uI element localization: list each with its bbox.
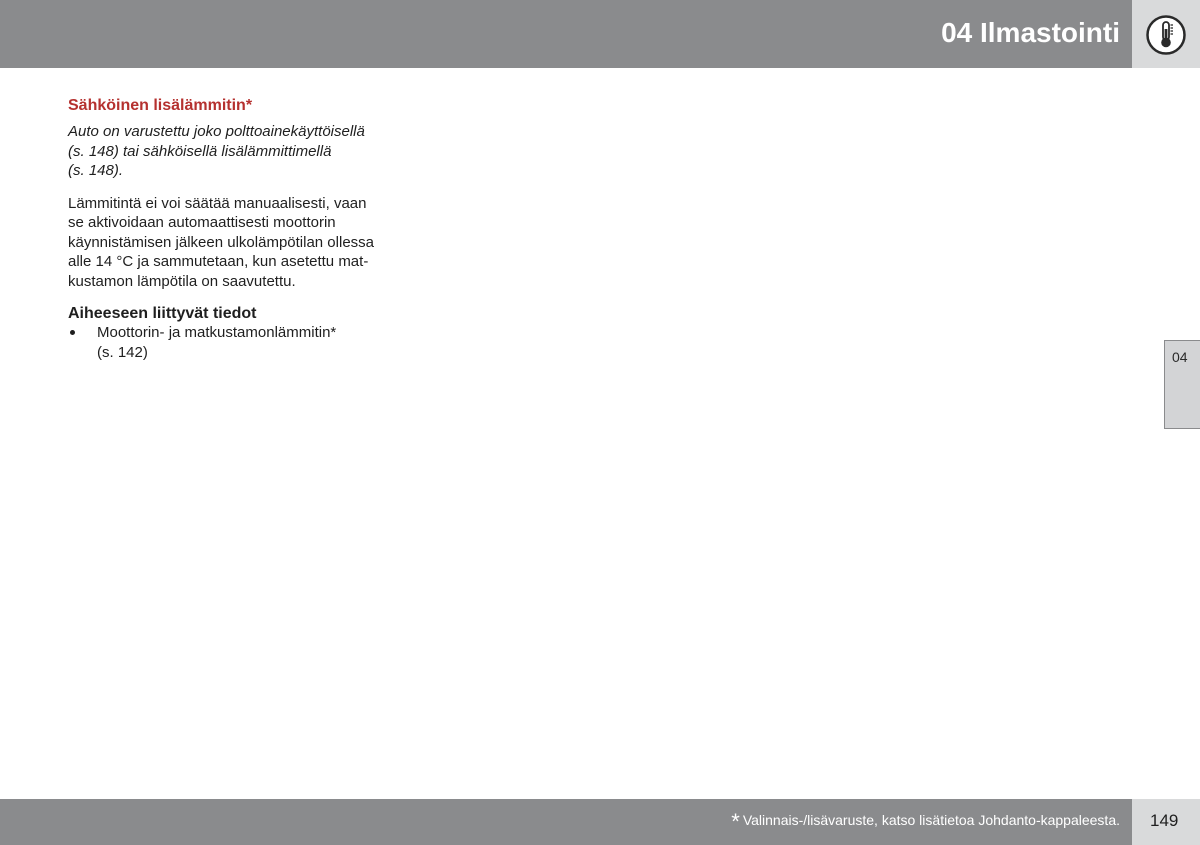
intro-line: (s. 148) tai sähköisellä lisälämmittimellä	[68, 142, 332, 160]
footer-note	[731, 810, 1120, 832]
thermometer-icon	[1145, 14, 1187, 56]
page-number-box	[1132, 799, 1200, 845]
chapter-icon-box	[1132, 0, 1200, 68]
related-item-line: Moottorin- ja matkustamonlämmitin*	[97, 324, 337, 341]
body-line: se aktivoidaan automaattisesti moottorin	[68, 214, 336, 231]
intro-line: Auto on varustettu joko polttoainekäyttöisellä	[68, 123, 365, 140]
page-number: 149	[1150, 811, 1179, 830]
intro-paragraph	[68, 122, 403, 181]
footnote-star: *	[731, 809, 740, 834]
header-bar	[0, 0, 1132, 68]
body-line: kustamon lämpötila on saavutettu.	[68, 272, 296, 290]
related-list	[68, 323, 403, 362]
related-heading: Aiheeseen liittyvät tiedot	[68, 305, 257, 322]
intro-line: (s. 148).	[68, 162, 124, 179]
related-link-item[interactable]	[68, 323, 403, 362]
bullet-icon	[70, 330, 75, 335]
chapter-title: 04 Ilmastointi	[941, 17, 1120, 48]
body-paragraph	[68, 194, 403, 292]
body-line: alle 14 °C ja sammutetaan, kun asetettu mat-	[68, 253, 369, 270]
footnote-text: Valinnais-/lisävaruste, katso lisätietoa Johdanto-kappaleesta.	[742, 812, 1120, 828]
section-heading: Sähköinen lisälämmitin*	[68, 97, 253, 114]
body-line: Lämmitintä ei voi säätää manuaalisesti, vaan	[68, 194, 367, 212]
body-line: käynnistämisen jälkeen ulkolämpötilan ollessa	[68, 233, 374, 251]
main-content	[68, 96, 403, 362]
footer-bar	[0, 799, 1132, 845]
chapter-tab	[1164, 340, 1200, 429]
related-item-line: (s. 142)	[97, 343, 148, 361]
chapter-tab-label: 04	[1172, 349, 1188, 365]
